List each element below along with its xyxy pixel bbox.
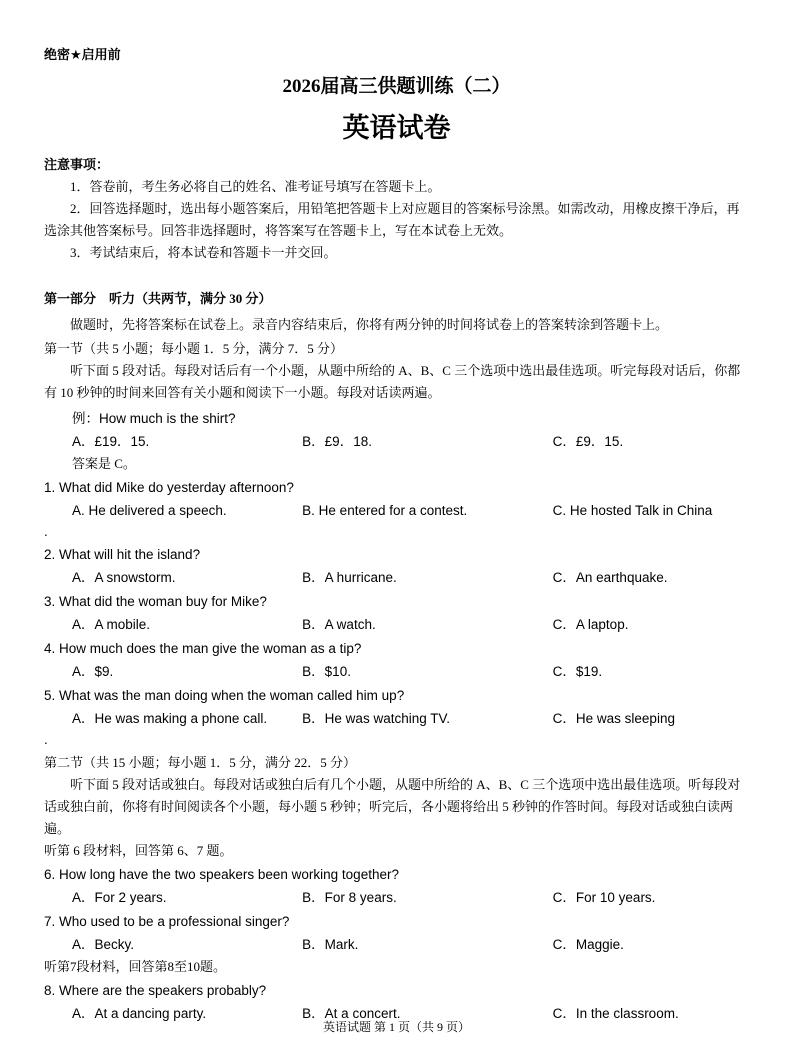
question-6-options-row [44,887,749,909]
notice-item-1: 1．答卷前，考生务必将自己的姓名、准考证号填写在答题卡上。 [70,179,441,194]
question-2-text: 2. What will hit the island? [44,547,201,562]
question-2-option-b: B．A hurricane. [302,570,397,585]
section1-instructions: 听下面 5 段对话。每段对话后有一个小题，从题中所给的 A、B、C 三个选项中选出最佳选项。听完每段对话后，你都有 10 秒钟的时间来回答有关小题和阅读下一小题。每段对话读两遍。 [44,363,741,400]
question-7-option-b: B．Mark. [302,937,359,952]
part1-intro: 做题时，先将答案标在试卷上。录音内容结束后，你将有两分钟的时间将试卷上的答案转涂到答题卡上。 [70,317,669,332]
question-5-option-c: C．He was sleeping [552,711,675,726]
question-8-option-b: B．At a concert. [302,1006,401,1021]
question-1-option-a: A. He delivered a speech. [72,503,227,518]
question-3-options-row [44,614,749,636]
question-5-option-a: A．He was making a phone call. [72,711,268,726]
question-8-option-c: C．In the classroom. [552,1006,679,1021]
question-6-text: 6. How long have the two speakers been working together? [44,867,399,882]
question-4-option-b: B．$10. [302,664,351,679]
section1-heading: 第一节（共 5 小题；每小题 1．5 分，满分 7．5 分） [44,341,344,356]
question-4-option-a: A．$9. [72,664,114,679]
question-6-option-b: B．For 8 years. [302,890,397,905]
example-block [44,408,749,475]
example-options-row [72,431,749,453]
question-1-options-row [44,500,749,522]
question-6-option-c: C．For 10 years. [552,890,656,905]
question-7-option-c: C．Maggie. [552,937,624,952]
page-footer: 英语试题 第 1 页（共 9 页） [322,1020,470,1034]
notice-item-2: 2．回答选择题时，选出每小题答案后，用铅笔把答题卡上对应题目的答案标号涂黑。如需改动，用橡皮擦干净后，再选涂其他答案标号。回答非选择题时，将答案写在答题卡上，写在本试卷上无效。 [44,201,740,238]
question-5-overflow: . [44,732,48,747]
question-4-text: 4. How much does the man give the woman as a tip? [44,641,362,656]
question-3-option-c: C．A laptop. [552,617,629,632]
question-2-option-a: A．A snowstorm. [72,570,176,585]
question-4-option-c: C．$19. [552,664,603,679]
example-option-c: C．£9．15. [552,434,624,449]
exam-title: 2026届高三供题训练（二） [282,76,511,97]
question-5-options-row [44,708,749,730]
example-answer: 答案是 C。 [72,456,136,471]
question-5-option-b: B．He was watching TV. [302,711,450,726]
question-2-option-c: C．An earthquake. [552,570,668,585]
question-1-text: 1. What did Mike do yesterday afternoon? [44,480,294,495]
example-option-a: A．£19．15. [72,434,150,449]
question-5-text: 5. What was the man doing when the woman called him up? [44,688,405,703]
section2-heading: 第二节（共 15 小题；每小题 1．5 分，满分 22．5 分） [44,755,357,770]
question-1-option-b: B. He entered for a contest. [302,503,468,518]
question-6-option-a: A．For 2 years. [72,890,167,905]
notice-item-3: 3．考试结束后，将本试卷和答题卡一并交回。 [70,245,337,260]
notice-heading: 注意事项： [44,157,110,172]
question-2-options-row [44,567,749,589]
question-7-text: 7. Who used to be a professional singer? [44,914,290,929]
example-question: 例：How much is the shirt? [72,411,236,426]
question-3-option-b: B．A watch. [302,617,376,632]
question-3-option-a: A．A mobile. [72,617,151,632]
dialog7-note: 听第7段材料，回答第8至10题。 [44,959,227,974]
question-7-options-row [44,934,749,956]
section2-instructions: 听下面 5 段对话或独白。每段对话或独白后有几个小题，从题中所给的 A、B、C 三个选项中选出最佳选项。听每段对话或独白前，你将有时间阅读各个小题，每小题 5 秒钟；听完后，各小题将给出 5 秒钟的作答时间。每段对话或独白读两遍。 [44,777,741,836]
question-8-text: 8. Where are the speakers probably? [44,983,267,998]
example-option-b: B．£9．18. [302,434,372,449]
paper-title: 英语试卷 [342,113,451,143]
classification-label: 绝密★启用前 [44,47,121,62]
question-8-option-a: A．At a dancing party. [72,1006,207,1021]
question-4-options-row [44,661,749,683]
question-7-option-a: A．Becky. [72,937,135,952]
dialog6-note: 听第 6 段材料，回答第 6、7 题。 [44,843,233,858]
question-3-text: 3. What did the woman buy for Mike? [44,594,267,609]
question-1-overflow: . [44,524,48,539]
part1-heading: 第一部分 听力（共两节，满分 30 分） [44,291,272,306]
question-1-option-c: C. He hosted Talk in China [552,503,713,518]
